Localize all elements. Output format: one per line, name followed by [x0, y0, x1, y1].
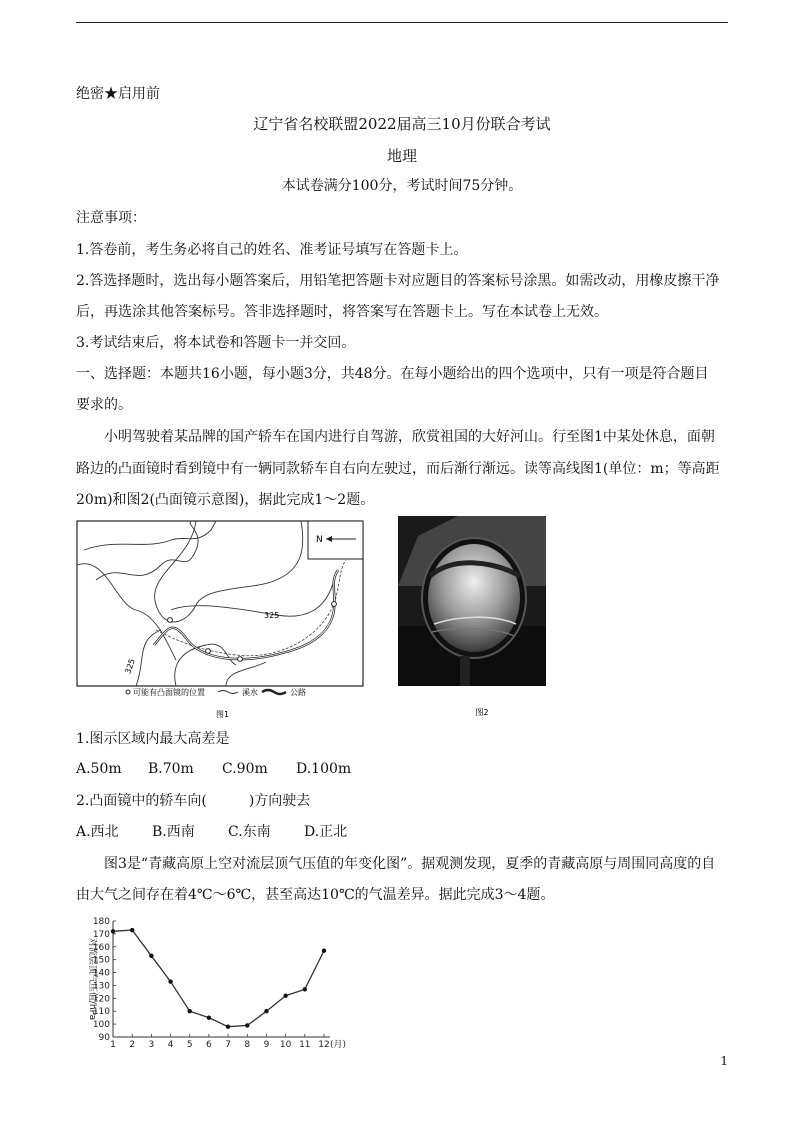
- q2-option-a[interactable]: A.西北: [76, 824, 119, 840]
- exam-title: 辽宁省名校联盟2022届高三10月份联合考试: [253, 115, 551, 133]
- data-point: [207, 1015, 211, 1019]
- data-point: [303, 987, 307, 991]
- notes-heading: 注意事项：: [76, 210, 146, 226]
- x-tick-label: 3: [148, 1040, 155, 1048]
- y-tick-label: 160: [92, 942, 110, 953]
- exam-info: 本试卷满分100分，考试时间75分钟。: [281, 178, 523, 194]
- note-3: 3.考试结束后，将本试卷和答题卡一并交回。: [76, 335, 356, 351]
- q2-option-d[interactable]: D.正北: [304, 824, 348, 840]
- y-tick-label: 120: [92, 994, 110, 1005]
- note-2b: 后，再选涂其他答案标号。答非选择题时，将答案写在答题卡上。写在本试卷上无效。: [76, 304, 608, 320]
- y-tick-label: 140: [92, 968, 110, 979]
- x-tick-label: 4: [167, 1040, 174, 1048]
- data-point: [226, 1024, 230, 1028]
- top-rule: [76, 22, 728, 23]
- x-tick-label: 2: [129, 1040, 136, 1048]
- q2-options: [76, 822, 347, 842]
- data-point: [168, 979, 172, 983]
- y-tick-label: 130: [92, 981, 110, 992]
- north-label: N: [316, 535, 323, 545]
- data-point: [322, 948, 326, 952]
- passage1-line3: 20m)和图2(凸面镜示意图)，据此完成1～2题。: [76, 492, 375, 508]
- mirror-marker-3: [238, 657, 243, 662]
- legend-stream-label: 溪水: [242, 688, 258, 697]
- x-tick-label: 7: [225, 1040, 231, 1048]
- q1-option-a[interactable]: A.50m: [76, 761, 122, 777]
- figure2-convex-mirror: [398, 516, 548, 720]
- x-tick-label: 11: [299, 1040, 311, 1048]
- y-tick-label: 150: [92, 955, 110, 966]
- q1-options: [76, 759, 351, 779]
- y-tick-label: 110: [92, 1007, 110, 1018]
- mirror-marker-2: [206, 649, 211, 654]
- q2-stem: 2.凸面镜中的轿车向( )方向驶去: [76, 793, 311, 809]
- data-point: [264, 1009, 268, 1013]
- mirror-marker-4: [332, 602, 337, 607]
- section-heading-1: 一、选择题：本题共16小题，每小题3分，共48分。在每小题给出的四个选项中，只有一项是符合题目: [76, 366, 709, 382]
- passage2-line2: 由大气之间存在着4℃～6℃，甚至高达10℃的气温差异。据此完成3～4题。: [76, 887, 555, 903]
- legend-mirror-icon: [126, 690, 130, 694]
- figure1-contour-map: [76, 520, 366, 720]
- series-line: [113, 930, 324, 1027]
- figure1-caption: 图1: [216, 710, 230, 719]
- x-tick-label: 12: [318, 1040, 330, 1048]
- x-tick-label: 10: [279, 1040, 292, 1048]
- figure3-pressure-chart: [76, 913, 366, 1048]
- secret-label: 绝密★启用前: [76, 86, 160, 102]
- note-2a: 2.答选择题时，选出每小题答案后，用铅笔把答题卡对应题目的答案标号涂黑。如需改动，用橡皮擦干净: [76, 273, 720, 289]
- passage1-line2: 路边的凸面镜时看到镜中有一辆同款轿车自右向左驶过，而后渐行渐远。读等高线图1(单位：m；等高距: [76, 461, 720, 477]
- figure2-caption: 图2: [475, 708, 489, 717]
- data-point: [188, 1009, 192, 1013]
- data-point: [283, 994, 287, 998]
- q1-stem: 1.图示区域内最大高差是: [76, 731, 230, 747]
- contour-label-top: 325: [264, 611, 280, 620]
- q1-option-c[interactable]: C.90m: [222, 761, 268, 777]
- legend-mirror-label: 可能有凸面镜的位置: [133, 688, 205, 697]
- y-tick-label: 100: [92, 1020, 110, 1031]
- page-number: 1: [720, 1054, 728, 1068]
- y-tick-label: 170: [92, 929, 110, 940]
- mirror-marker-1: [168, 618, 173, 623]
- y-tick-label: 180: [92, 917, 110, 927]
- contour-label-left: 325: [123, 657, 137, 676]
- data-point: [111, 929, 115, 933]
- x-tick-label: 6: [206, 1040, 212, 1048]
- y-tick-label: 90: [98, 1033, 110, 1043]
- data-point: [245, 1023, 249, 1027]
- x-tick-label: 9: [263, 1040, 270, 1048]
- x-tick-label: 8: [244, 1040, 251, 1048]
- q2-option-c[interactable]: C.东南: [228, 824, 271, 840]
- data-point: [130, 928, 134, 932]
- x-tick-label: 5: [186, 1040, 193, 1048]
- section-heading-2: 要求的。: [76, 397, 132, 413]
- x-tick-label: 1: [110, 1040, 116, 1048]
- data-point: [149, 954, 153, 958]
- note-1: 1.答卷前，考生务必将自己的姓名、准考证号填写在答题卡上。: [76, 242, 468, 258]
- passage1-line1: 小明驾驶着某品牌的国产轿车在国内进行自驾游，欣赏祖国的大好河山。行至图1中某处休息，面朝: [104, 429, 715, 445]
- q1-option-d[interactable]: D.100m: [296, 761, 352, 777]
- legend-stream-icon: [218, 691, 238, 694]
- passage2-line1: 图3是“青藏高原上空对流层顶气压值的年变化图”。据观测发现，夏季的青藏高原与周围同高度的自: [104, 856, 716, 872]
- q1-option-b[interactable]: B.70m: [148, 761, 194, 777]
- mirror-surface: [428, 544, 520, 652]
- q2-option-b[interactable]: B.西南: [152, 824, 195, 840]
- legend-road-label: 公路: [290, 688, 306, 697]
- subject-title: 地理: [386, 147, 417, 165]
- y-axis-label: 对流层顶气压值/hPa: [87, 937, 97, 1021]
- x-axis-label: (月): [330, 1040, 347, 1048]
- legend-road-icon: [262, 690, 286, 694]
